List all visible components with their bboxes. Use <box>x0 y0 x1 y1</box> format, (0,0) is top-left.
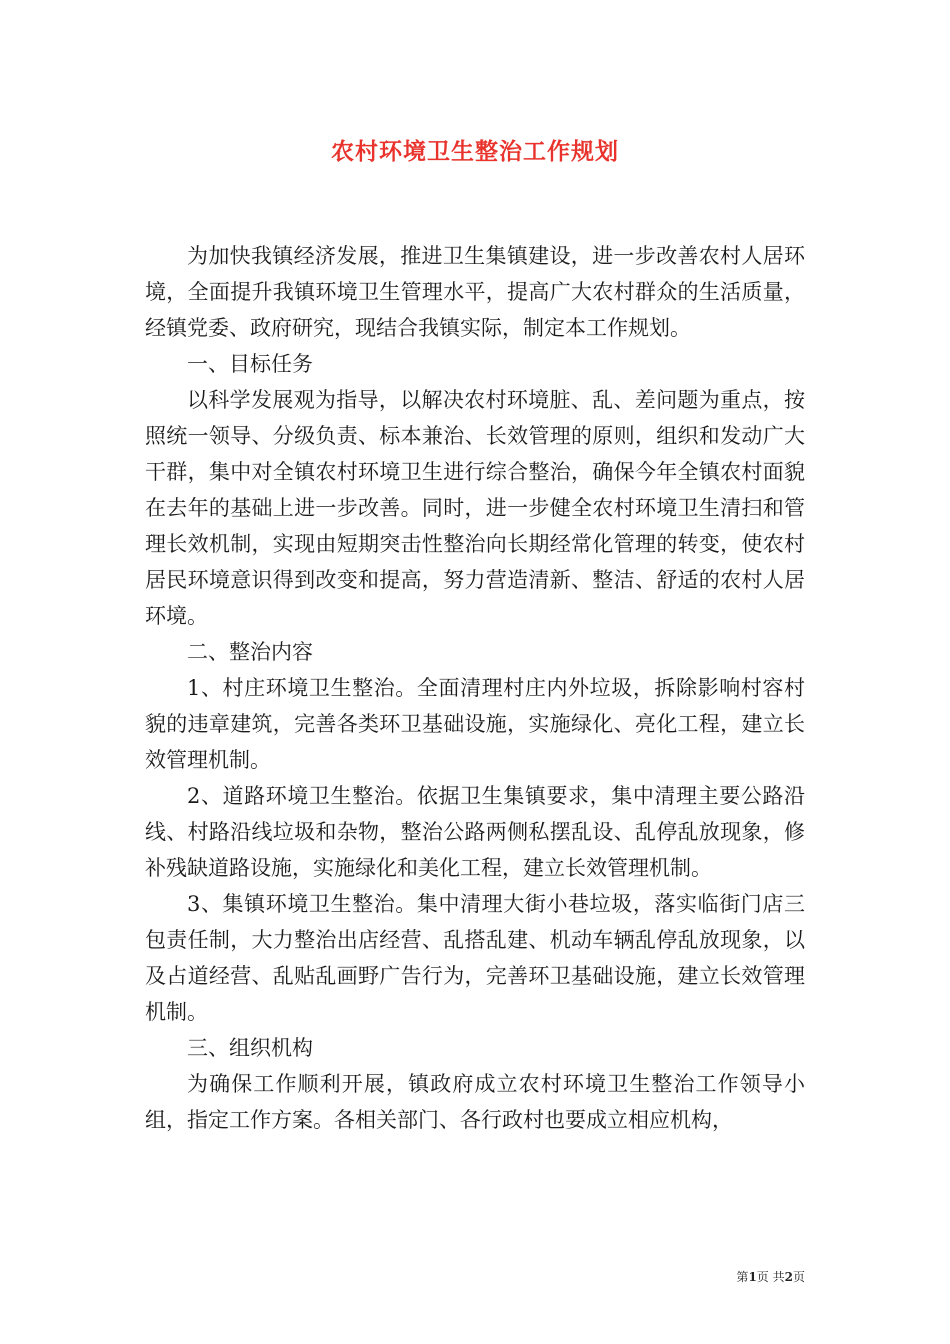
page-number-footer <box>736 1268 805 1285</box>
total-page-number: 2 <box>784 1270 793 1284</box>
footer-suffix: 页 <box>792 1270 805 1284</box>
content-item-village: 1、村庄环境卫生整治。全面清理村庄内外垃圾，拆除影响村容村貌的违章建筑，完善各类环卫基础设施，实施绿化、亮化工程，建立长效管理机制。 <box>145 676 805 772</box>
current-page-number: 1 <box>748 1270 757 1284</box>
organization-paragraph: 为确保工作顺利开展，镇政府成立农村环境卫生整治工作领导小组，指定工作方案。各相关部门、各行政村也要成立相应机构， <box>145 1072 805 1132</box>
document-title: 农村环境卫生整治工作规划 <box>331 138 619 165</box>
intro-paragraph: 为加快我镇经济发展，推进卫生集镇建设，进一步改善农村人居环境，全面提升我镇环境卫生管理水平，提高广大农村群众的生活质量，经镇党委、政府研究，现结合我镇实际，制定本工作规划。 <box>145 244 805 340</box>
footer-prefix: 第 <box>736 1270 749 1284</box>
section-heading-goals: 一、目标任务 <box>187 352 313 376</box>
section-heading-organization: 三、组织机构 <box>187 1036 313 1060</box>
goals-paragraph: 以科学发展观为指导，以解决农村环境脏、乱、差问题为重点，按照统一领导、分级负责、标本兼治、长效管理的原则，组织和发动广大干群，集中对全镇农村环境卫生进行综合整治，确保今年全镇农村面貌在去年的基础上进一步改善。同时，进一步健全农村环境卫生清扫和管理长效机制，实现由短期突击性整治向长期经常化管理的转变，使农村居民环境意识得到改变和提高，努力营造清新、整洁、舒适的农村人居环境。 <box>145 388 805 628</box>
content-item-road: 2、道路环境卫生整治。依据卫生集镇要求，集中清理主要公路沿线、村路沿线垃圾和杂物，整治公路两侧私摆乱设、乱停乱放现象，修补残缺道路设施，实施绿化和美化工程，建立长效管理机制。 <box>145 784 805 880</box>
footer-middle: 页 共 <box>756 1270 785 1284</box>
content-item-town: 3、集镇环境卫生整治。集中清理大街小巷垃圾，落实临街门店三包责任制，大力整治出店经营、乱搭乱建、机动车辆乱停乱放现象，以及占道经营、乱贴乱画野广告行为，完善环卫基础设施，建立长效管理机制。 <box>145 892 805 1024</box>
section-heading-content: 二、整治内容 <box>187 640 313 664</box>
document-body <box>145 238 805 1138</box>
